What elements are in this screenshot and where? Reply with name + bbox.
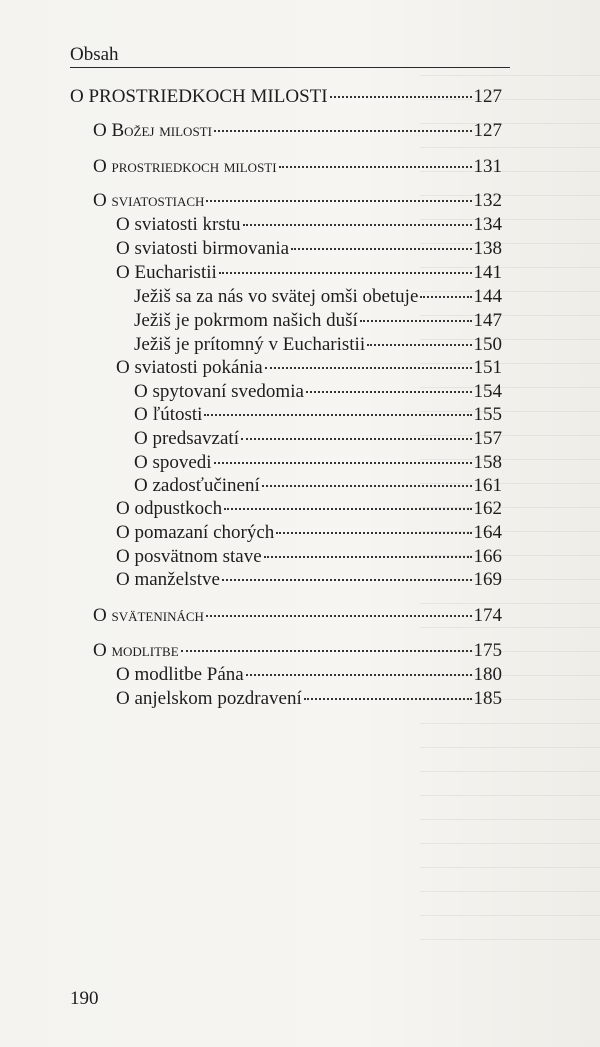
- toc-entry-page: 174: [473, 605, 502, 626]
- toc-entry: [93, 190, 502, 212]
- toc-entry-page: 151: [473, 357, 502, 378]
- toc-entry-title: O sviatosti birmovania: [116, 238, 290, 259]
- toc-entry-title: O Eucharistii: [116, 262, 217, 283]
- toc-entry-page: 157: [473, 428, 502, 449]
- toc-leader-dots: [304, 698, 472, 700]
- toc-leader-dots: [276, 532, 471, 534]
- toc-entry-page: 144: [473, 286, 502, 307]
- toc-entry: [116, 546, 502, 568]
- toc-entry-page: 134: [473, 214, 502, 235]
- toc-entry-page: 150: [473, 334, 502, 355]
- toc-leader-dots: [214, 462, 472, 464]
- toc-entry-page: 164: [473, 522, 502, 543]
- toc-entry: [116, 498, 502, 520]
- toc-entry: [93, 120, 502, 142]
- toc-leader-dots: [264, 556, 472, 558]
- toc-entry: [134, 381, 502, 403]
- running-header: Obsah: [70, 44, 119, 65]
- toc-entry-title: O PROSTRIEDKOCH MILOSTI: [70, 86, 328, 107]
- toc-leader-dots: [206, 615, 472, 617]
- toc-entry-page: 147: [473, 310, 502, 331]
- toc-entry-page: 127: [473, 120, 502, 141]
- toc-entry-page: 180: [473, 664, 502, 685]
- toc-entry-title: O spytovaní svedomia: [134, 381, 304, 402]
- toc-leader-dots: [330, 96, 472, 98]
- toc-entry-title: O manželstve: [116, 569, 220, 590]
- toc-entry: [116, 522, 502, 544]
- toc-leader-dots: [222, 579, 472, 581]
- toc-entry-page: 154: [473, 381, 502, 402]
- toc-entry: [116, 688, 502, 710]
- toc-leader-dots: [204, 414, 471, 416]
- toc-leader-dots: [246, 674, 472, 676]
- toc-entry: [93, 605, 502, 627]
- toc-entry-title: O sviatosti krstu: [116, 214, 241, 235]
- toc-leader-dots: [420, 296, 471, 298]
- toc-entry-title: O modlitbe: [93, 640, 179, 661]
- toc-entry: [93, 156, 502, 178]
- toc-entry: [134, 452, 502, 474]
- toc-entry: [134, 428, 502, 450]
- toc-entry-title: O prostriedkoch milosti: [93, 156, 277, 177]
- toc-entry: [116, 214, 502, 236]
- toc-entry-title: Ježiš je prítomný v Eucharistii: [134, 334, 366, 355]
- toc-leader-dots: [265, 367, 472, 369]
- toc-entry-title: O predsavzatí: [134, 428, 239, 449]
- toc-leader-dots: [219, 272, 472, 274]
- toc-entry-title: O spovedi: [134, 452, 212, 473]
- toc-entry-page: 185: [473, 688, 502, 709]
- toc-entry-title: O sviatostiach: [93, 190, 205, 211]
- toc-entry-page: 161: [473, 475, 502, 496]
- page-number: 190: [70, 988, 99, 1009]
- toc-leader-dots: [214, 130, 472, 132]
- toc-entry-page: 155: [473, 404, 502, 425]
- toc-entry: [116, 569, 502, 591]
- toc-entry-title: O modlitbe Pána: [116, 664, 244, 685]
- toc-leader-dots: [181, 650, 472, 652]
- toc-entry-title: Ježiš je pokrmom našich duší: [134, 310, 358, 331]
- toc-entry: [70, 86, 502, 108]
- toc-entry: [134, 334, 502, 356]
- toc-entry: [116, 238, 502, 260]
- toc-entry: [134, 286, 502, 308]
- toc-entry-page: 162: [473, 498, 502, 519]
- toc-entry-title: O pomazaní chorých: [116, 522, 275, 543]
- toc-entry-page: 141: [473, 262, 502, 283]
- toc-entry-title: O odpustkoch: [116, 498, 223, 519]
- toc-entry-title: O Božej milosti: [93, 120, 212, 141]
- toc-entry-title: O zadosťučinení: [134, 475, 260, 496]
- toc-entry-title: O ľútosti: [134, 404, 203, 425]
- toc-leader-dots: [262, 485, 472, 487]
- toc-entry-title: O anjelskom pozdravení: [116, 688, 302, 709]
- toc-leader-dots: [224, 508, 471, 510]
- toc-entry: [116, 664, 502, 686]
- toc-entry-page: 127: [473, 86, 502, 107]
- toc-entry: [116, 262, 502, 284]
- toc-leader-dots: [243, 224, 472, 226]
- toc-entry-title: O posvätnom stave: [116, 546, 262, 567]
- toc-entry: [134, 310, 502, 332]
- toc-entry-title: O sviatosti pokánia: [116, 357, 263, 378]
- toc-entry-page: 166: [473, 546, 502, 567]
- toc-leader-dots: [241, 438, 472, 440]
- toc-entry-page: 132: [473, 190, 502, 211]
- toc-leader-dots: [306, 391, 472, 393]
- toc-leader-dots: [291, 248, 471, 250]
- toc-entry-title: O sväteninách: [93, 605, 204, 626]
- toc-leader-dots: [206, 200, 471, 202]
- toc-entry-page: 169: [473, 569, 502, 590]
- toc-entry: [93, 640, 502, 662]
- toc-entry-page: 131: [473, 156, 502, 177]
- toc-entry: [134, 404, 502, 426]
- toc-entry-page: 138: [473, 238, 502, 259]
- toc-entry-page: 175: [473, 640, 502, 661]
- toc-leader-dots: [279, 166, 472, 168]
- toc-entry: [116, 357, 502, 379]
- toc-leader-dots: [367, 344, 471, 346]
- toc-entry-page: 158: [473, 452, 502, 473]
- toc-entry: [134, 475, 502, 497]
- toc-entry-title: Ježiš sa za nás vo svätej omši obetuje: [134, 286, 419, 307]
- toc-leader-dots: [360, 320, 472, 322]
